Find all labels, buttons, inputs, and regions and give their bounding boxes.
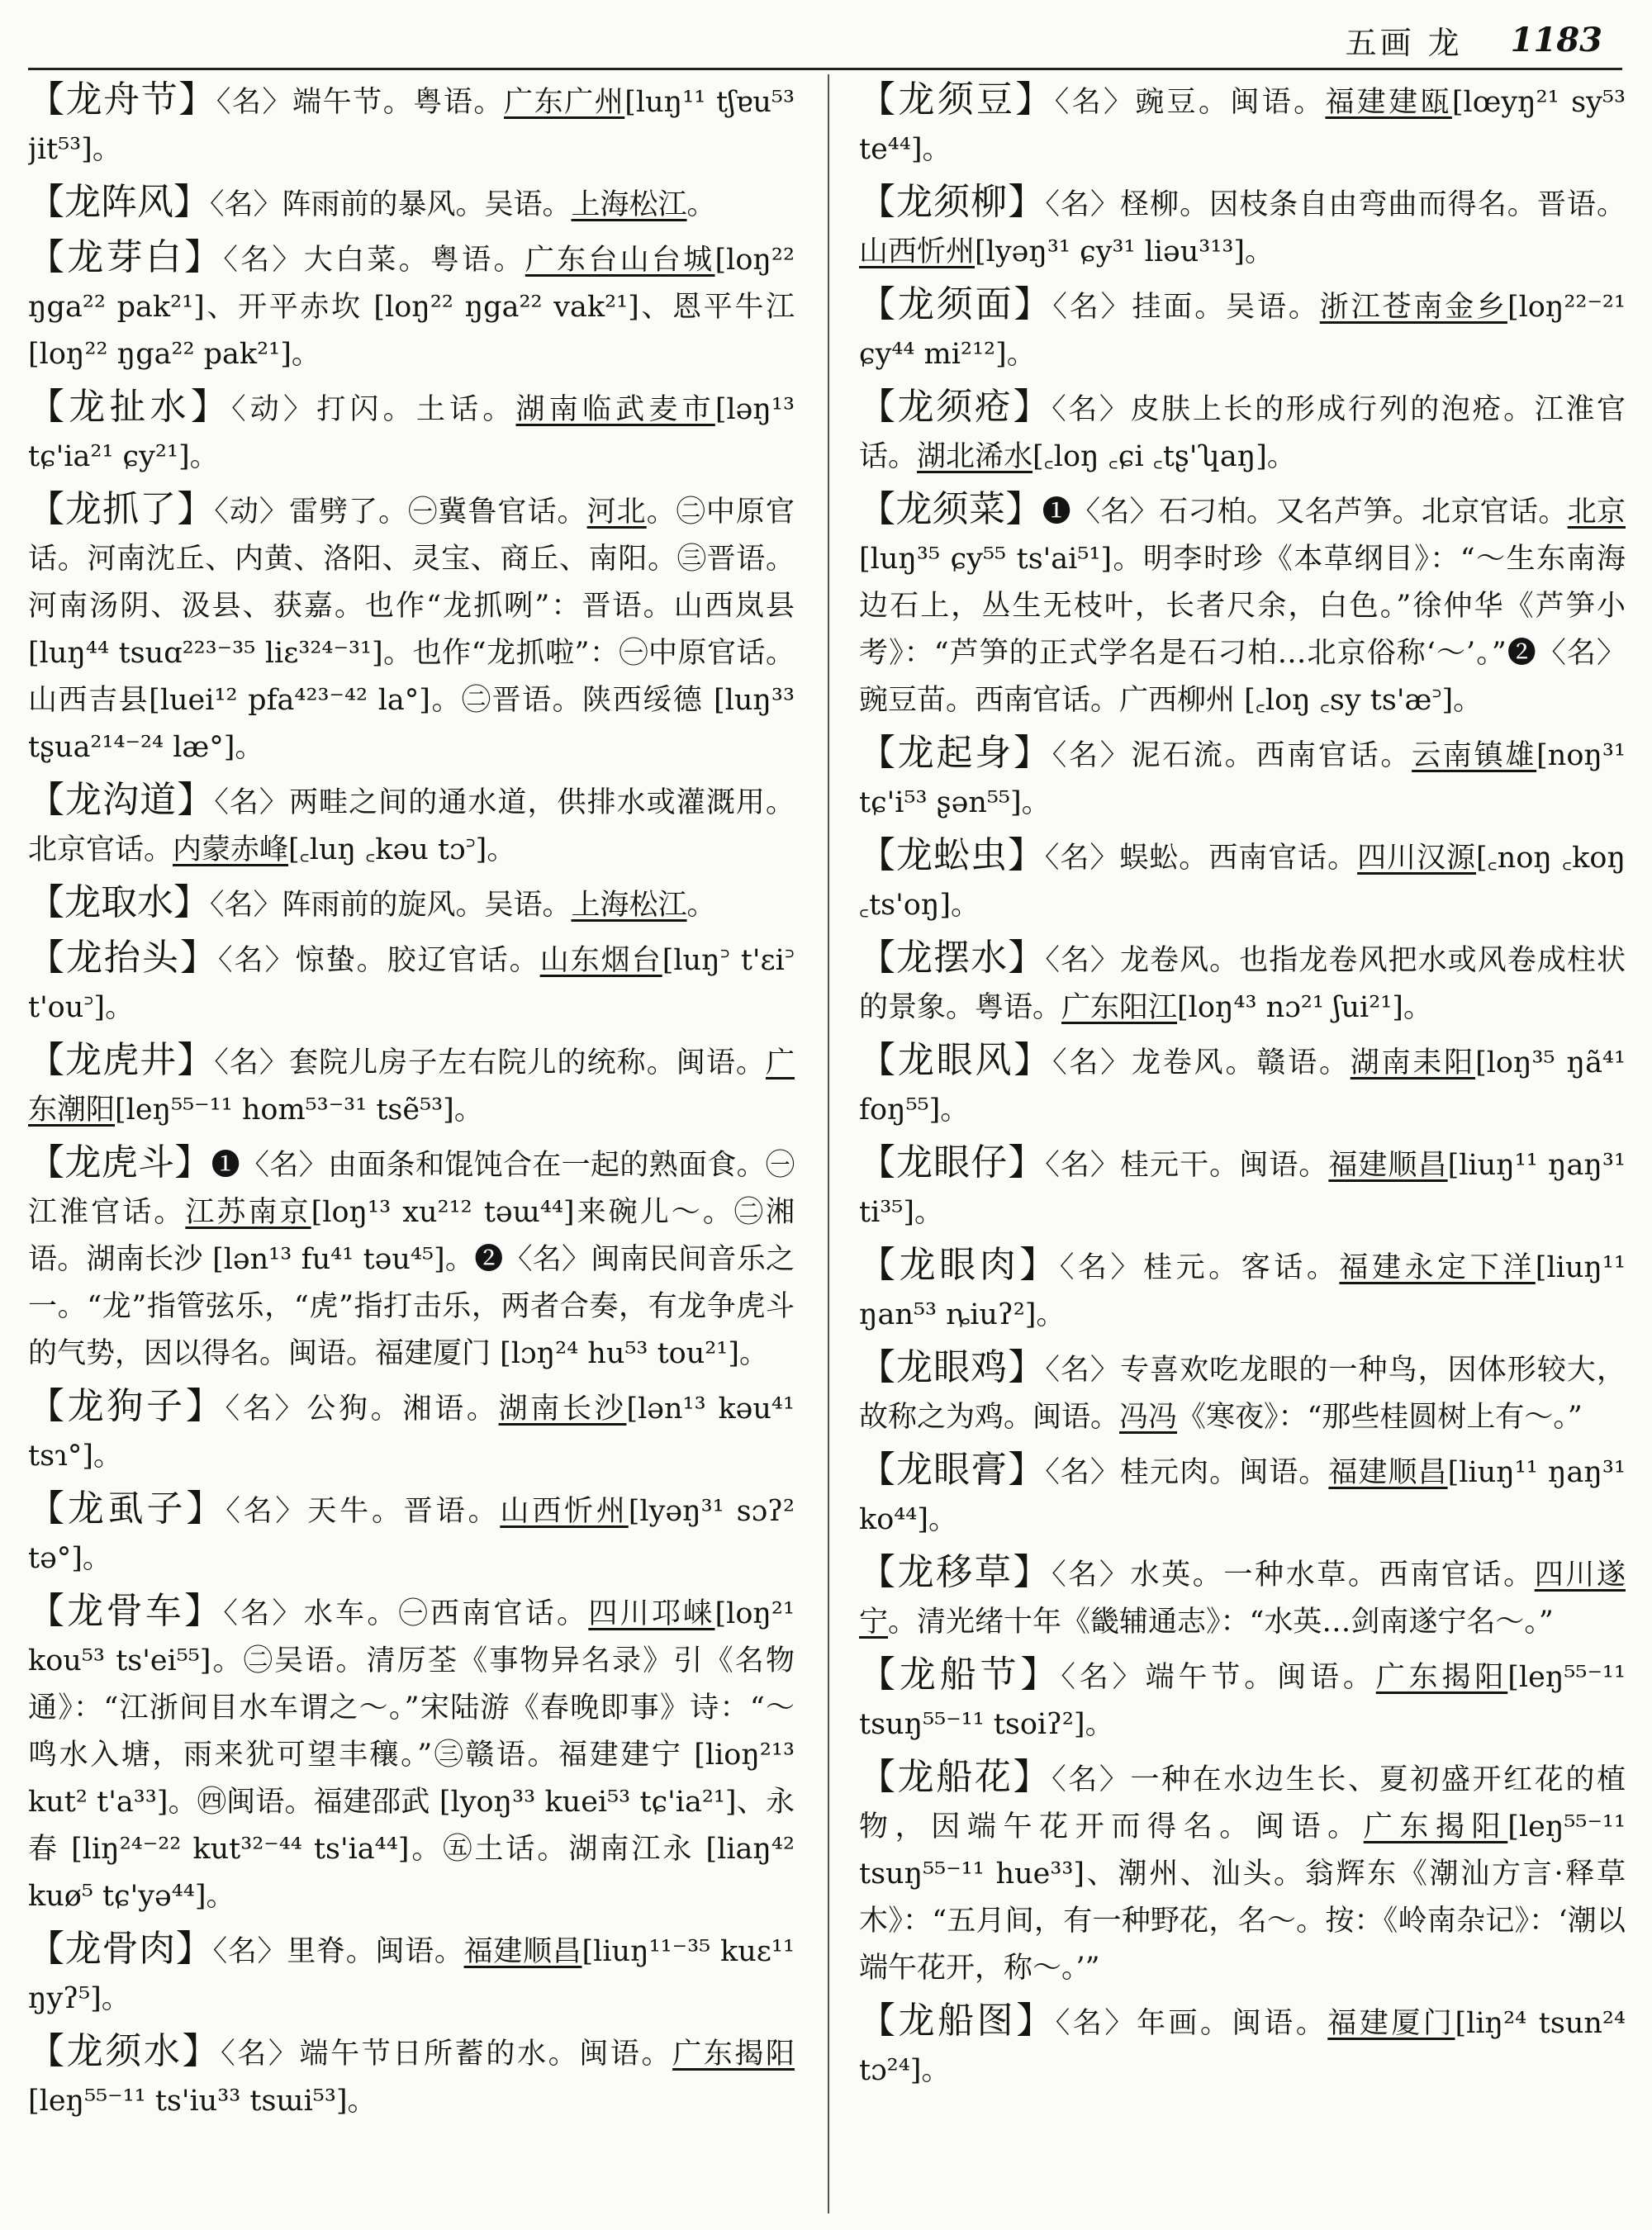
pronunciation-text: [liuŋ¹¹ ŋaŋ³¹ ko⁴⁴]。: [859, 1456, 1626, 1536]
headword: 【龙骨车】: [28, 1590, 224, 1632]
pronunciation-text: [noŋ³¹ tɕ'i⁵³ ʂən⁵⁵]。: [859, 739, 1626, 819]
headword: 【龙舟节】: [28, 78, 216, 121]
definition-text: 〈名〉阵雨前的旋风。吴语。: [210, 889, 572, 922]
dictionary-entry: [859, 934, 1626, 1032]
pronunciation-text: [lœyŋ²¹ sy⁵³ te⁴⁴]。: [859, 86, 1626, 166]
dictionary-entry: [859, 729, 1626, 827]
headword: 【龙取水】: [28, 881, 210, 923]
dictionary-entry: [859, 1139, 1626, 1236]
pronunciation-text: [loŋ²² ŋga²² pak²¹]、开平赤坎 [loŋ²² ŋga²² vak²¹]、恩平牛江 [loŋ²² ŋga²² pak²¹]。: [28, 244, 795, 371]
definition-text: 〈名〉桂元肉。闽语。: [1045, 1456, 1329, 1489]
pronunciation-text: [liuŋ¹¹ ŋaŋ³¹ ti³⁵]。: [859, 1149, 1626, 1229]
header-rule: [28, 68, 1622, 70]
dictionary-entry: [859, 1446, 1626, 1544]
place-name: 福建永定下洋: [1339, 1251, 1536, 1284]
headword: 【龙眼风】: [859, 1039, 1053, 1081]
section-heading: 五画 龙: [1345, 24, 1463, 61]
pronunciation-text: [leŋ⁵⁵⁻¹¹ ts'iu³³ tsɯi⁵³]。: [28, 2085, 377, 2118]
definition-text: 〈名〉阵雨前的暴风。吴语。: [210, 188, 572, 221]
dictionary-entry: [859, 1997, 1626, 2095]
definition-text: 〈名〉蜈蚣。西南官话。: [1044, 842, 1358, 875]
pronunciation-text: [꜀noŋ ꜀koŋ ꜀ts'oŋ]。: [859, 842, 1626, 922]
pronunciation-text: [loŋ²²⁻²¹ ɕy⁴⁴ mi²¹²]。: [859, 291, 1626, 371]
column-divider: [828, 74, 829, 2213]
dictionary-entry: [28, 2028, 795, 2125]
dictionary-entry: [859, 76, 1626, 173]
place-name: 福建顺昌: [1328, 1149, 1448, 1182]
definition-text: 〈名〉惊蛰。胶辽官话。: [218, 944, 540, 977]
pronunciation-text: [loŋ⁴³ nɔ²¹ ʃui²¹]。: [1177, 991, 1432, 1024]
definition-text: 〈名〉天牛。晋语。: [225, 1495, 501, 1528]
headword: 【龙眼鸡】: [859, 1346, 1046, 1388]
place-name: 冯冯: [1119, 1401, 1178, 1434]
dictionary-entry: [859, 383, 1626, 481]
pronunciation-text: [lyəŋ³¹ sɔʔ² tə°]。: [28, 1495, 795, 1575]
place-name: 四川汉源: [1357, 842, 1477, 875]
definition-text: 〈名〉桂元。客话。: [1059, 1251, 1340, 1284]
definition-text: 〈名〉水车。㊀西南官话。: [223, 1597, 589, 1630]
place-name: 山西忻州: [859, 235, 976, 268]
definition-text: 〈名〉桂元干。闽语。: [1045, 1149, 1329, 1182]
place-name: 福建建瓯: [1325, 86, 1452, 119]
headword: 【龙蚣虫】: [859, 834, 1045, 876]
headword: 【龙船节】: [859, 1654, 1061, 1696]
place-name: 湖北浠水: [917, 440, 1033, 473]
dictionary-entry: [859, 1549, 1626, 1646]
headword: 【龙移草】: [859, 1551, 1052, 1593]
headword: 【龙骨肉】: [28, 1928, 213, 1970]
place-name: 山西忻州: [500, 1495, 629, 1528]
definition-text: 〈名〉里脊。闽语。: [212, 1935, 464, 1968]
dictionary-entry: [859, 1037, 1626, 1134]
pronunciation-text: [loŋ¹³ xu²¹² təɯ⁴⁴]来碗儿～。㊁湘语。湖南长沙 [lən¹³ fu⁴¹ təu⁴⁵]。❷〈名〉闽南民间音乐之一。“龙”指管弦乐，“虎”指打击乐，两者合奏，有龙争虎斗的气势，因以得名。闽语。福建厦门 [lɔŋ²⁴ hu⁵³ tou²¹]。: [28, 1196, 795, 1370]
place-name: 福建顺昌: [463, 1935, 582, 1968]
place-name: 广东揭阳: [672, 2038, 795, 2071]
pronunciation-text: [luŋ꜄ t'ɛi꜄ t'ou꜄]。: [28, 944, 795, 1024]
definition-text: 〈名〉挂面。吴语。: [1052, 291, 1320, 324]
place-name: 湖南耒阳: [1350, 1046, 1476, 1079]
pronunciation-text: [luŋ¹¹ tʃɐu⁵³ jit⁵³]。: [28, 86, 795, 166]
headword: 【龙眼仔】: [859, 1141, 1046, 1184]
dictionary-entry: [859, 281, 1626, 378]
dictionary-entry: [28, 934, 795, 1032]
pronunciation-text: [lyəŋ³¹ ɕy³¹ liəu³¹³]。: [975, 235, 1275, 268]
pronunciation-text: [luŋ³⁵ ɕy⁵⁵ ts'ai⁵¹]。明李时珍《本草纲目》：“～生东南海边石上，丛生无枝叶，长者尺余，白色。”徐仲华《芦笋小考》：“芦笋的正式学名是石刁柏…北京俗称‘～’。”❷〈名〉豌豆苗。西南官话。广西柳州 [꜀loŋ ꜀sy ts'æ꜄]。: [859, 543, 1626, 717]
headword: 【龙须豆】: [859, 78, 1055, 121]
dictionary-entry: [28, 486, 795, 771]
dictionary-entry: [859, 486, 1626, 724]
place-name: 广东阳江: [1061, 991, 1178, 1024]
place-name: 北京: [1567, 496, 1626, 529]
dictionary-entry: [28, 178, 795, 229]
right-column: [859, 76, 1626, 2215]
headword: 【龙起身】: [859, 732, 1052, 774]
headword: 【龙狗子】: [28, 1385, 225, 1427]
headword: 【龙抓了】: [28, 488, 215, 530]
pronunciation-text: [leŋ⁵⁵⁻¹¹ hom⁵³⁻³¹ tsẽ⁵³]。: [115, 1094, 483, 1127]
place-name: 湖南临武麦市: [515, 393, 715, 426]
place-name: 江苏南京: [185, 1196, 311, 1229]
dictionary-entry: [859, 1344, 1626, 1441]
place-name: 广东揭阳: [1375, 1661, 1508, 1694]
dictionary-entry: [28, 76, 795, 173]
definition-text: 〈名〉泥石流。西南官话。: [1051, 739, 1412, 772]
place-name: 四川遂宁: [859, 1559, 1626, 1639]
definition-text: 〈动〉打闪。土话。: [231, 393, 516, 426]
definition-text: 〈名〉端午节。粤语。: [216, 86, 504, 119]
place-name: 浙江苍南金乡: [1319, 291, 1507, 324]
left-column: [28, 76, 795, 2215]
headword: 【龙船图】: [859, 2000, 1056, 2042]
dictionary-entry: [28, 1139, 795, 1378]
headword: 【龙眼肉】: [859, 1244, 1060, 1286]
place-name: 广东揭阳: [1363, 1810, 1508, 1843]
headword: 【龙须水】: [28, 2030, 221, 2072]
definition-text: 〈名〉豌豆。闽语。: [1054, 86, 1326, 119]
place-name: 云南镇雄: [1412, 739, 1537, 772]
headword: 【龙须疮】: [859, 386, 1052, 428]
dictionary-entry: [28, 1587, 795, 1920]
headword: 【龙扯水】: [28, 386, 232, 428]
place-name: 湖南长沙: [498, 1393, 627, 1426]
pronunciation-text: [loŋ³⁵ ŋã⁴¹ foŋ⁵⁵]。: [859, 1046, 1626, 1127]
headword: 【龙摆水】: [859, 937, 1046, 979]
headword: 【龙须菜】: [859, 488, 1042, 530]
definition-text: 〈名〉一种在水边生长、夏初盛开红花的植物，因端午花开而得名。闽语。: [859, 1763, 1626, 1843]
dictionary-entry: [28, 879, 795, 929]
dictionary-entry: [859, 832, 1626, 929]
dictionary-entry: [28, 1383, 795, 1480]
dictionary-entry: [28, 776, 795, 874]
place-name: 福建厦门: [1327, 2007, 1455, 2040]
definition-text: 〈名〉专喜欢吃龙眼的一种鸟，因体形较大，故称之为鸡。闽语。: [859, 1354, 1626, 1434]
headword: 【龙虱子】: [28, 1487, 226, 1530]
pronunciation-text: [꜀luŋ ꜀kəu tɔ꜄]。: [288, 833, 516, 866]
definition-text: 〈名〉端午节。闽语。: [1061, 1661, 1376, 1694]
pronunciation-text: [leŋ⁵⁵⁻¹¹ tsuŋ⁵⁵⁻¹¹ tsoiʔ²]。: [859, 1661, 1626, 1741]
place-name: 广东广州: [504, 86, 625, 119]
place-name: 河北: [586, 496, 647, 529]
headword: 【龙抬头】: [28, 937, 219, 979]
page-header: [1090, 15, 1602, 64]
definition-text: 〈名〉水英。一种水草。西南官话。: [1051, 1559, 1535, 1592]
headword: 【龙眼膏】: [859, 1449, 1046, 1491]
dictionary-entry: [859, 1651, 1626, 1748]
headword: 【龙阵风】: [28, 181, 210, 223]
place-name: 四川邛崃: [588, 1597, 715, 1630]
pronunciation-text: 。: [686, 188, 716, 221]
definition-text: 〈名〉龙卷风。赣语。: [1052, 1046, 1351, 1079]
headword: 【龙芽白】: [28, 236, 224, 278]
headword: 【龙沟道】: [28, 779, 215, 821]
dictionary-entry: [28, 1037, 795, 1134]
definition-text: 〈名〉套院儿房子左右院儿的统称。闽语。: [214, 1046, 766, 1079]
definition-text: 〈动〉雷劈了。㊀冀鲁官话。: [214, 496, 587, 529]
definition-text: 〈名〉皮肤上长的形成行列的泡疮。江淮官话。: [859, 393, 1626, 473]
definition-text: ❶〈名〉由面条和馄饨合在一起的熟面食。㊀江淮官话。: [28, 1149, 795, 1229]
pronunciation-text: [lən¹³ kəu⁴¹ tsɿ°]。: [28, 1393, 795, 1473]
pronunciation-text: 。: [686, 889, 716, 922]
headword: 【龙须面】: [859, 283, 1053, 325]
definition-text: 〈名〉端午节日所蓄的水。闽语。: [221, 2038, 673, 2071]
page-number: 1183: [1510, 20, 1602, 59]
dictionary-entry: [859, 1753, 1626, 1992]
headword: 【龙虎井】: [28, 1039, 215, 1081]
pronunciation-text: [liuŋ¹¹⁻³⁵ kuɛ¹¹ ŋyʔ⁵]。: [28, 1935, 795, 2015]
place-name: 广东潮阳: [28, 1046, 795, 1127]
dictionary-entry: [859, 178, 1626, 276]
definition-text: 〈名〉两畦之间的通水道，供排水或灌溉用。北京官话。: [28, 786, 795, 866]
place-name: 山东烟台: [539, 944, 662, 977]
pronunciation-text: 。清光绪十年《畿辅通志》：“水英…剑南遂宁名～。”: [888, 1606, 1554, 1639]
dictionary-entry: [28, 383, 795, 481]
dictionary-entry: [28, 1485, 795, 1582]
definition-text: 〈名〉龙卷风。也指龙卷风把水或风卷成柱状的景象。粤语。: [859, 944, 1626, 1024]
definition-text: ❶〈名〉石刁柏。又名芦笋。北京官话。: [1042, 496, 1568, 529]
pronunciation-text: [ləŋ¹³ tɕ'ia²¹ ɕy²¹]。: [28, 393, 795, 473]
pronunciation-text: [liuŋ¹¹ ŋan⁵³ ȵiuʔ²]。: [859, 1251, 1626, 1331]
dictionary-entry: [28, 1925, 795, 2023]
pronunciation-text: 《寒夜》：“那些桂圆树上有～。”: [1177, 1401, 1583, 1434]
place-name: 内蒙赤峰: [173, 833, 289, 866]
pronunciation-text: [꜀loŋ ꜀ɕi ꜀tʂ'ʮaŋ]。: [1032, 440, 1296, 473]
place-name: 上海松江: [571, 188, 687, 221]
definition-text: 〈名〉公狗。湘语。: [225, 1393, 499, 1426]
pronunciation-text: [liŋ²⁴ tsun²⁴ tɔ²⁴]。: [859, 2007, 1626, 2087]
definition-text: 〈名〉柽柳。因枝条自由弯曲而得名。晋语。: [1045, 188, 1626, 221]
dictionary-entry: [859, 1241, 1626, 1339]
pronunciation-text: [loŋ²¹ kou⁵³ ts'ei⁵⁵]。㊁吴语。清厉荃《事物异名录》引《名物通》：“江浙间目水车谓之～。”宋陆游《春晚即事》诗：“～鸣水入塘，雨来犹可望丰穰。”㊂赣语。福建建宁 [lioŋ²¹³ kut² t'a³³]。㊃闽语。福建邵武 [lyoŋ³³ kuei⁵³ tɕ'ia²¹]、永春 [liŋ²⁴⁻²² kut³²⁻⁴⁴ ts'ia⁴⁴]。㊄土话。湖南江永 [liaŋ⁴² kuø⁵ tɕ'yə⁴⁴]。: [28, 1597, 795, 1913]
place-name: 广东台山台城: [525, 244, 715, 277]
place-name: 上海松江: [571, 889, 687, 922]
pronunciation-text: [leŋ⁵⁵⁻¹¹ tsuŋ⁵⁵⁻¹¹ hue³³]、潮州、汕头。翁辉东《潮汕方言·释草木》：“五月间，有一种野花，名～。按：《岭南杂记》：‘潮以端午花开，称～。’”: [859, 1810, 1626, 1985]
place-name: 福建顺昌: [1328, 1456, 1448, 1489]
headword: 【龙船花】: [859, 1756, 1052, 1798]
definition-text: 〈名〉大白菜。粤语。: [223, 244, 525, 277]
definition-text: 〈名〉年画。闽语。: [1055, 2007, 1328, 2040]
dictionary-entry: [28, 234, 795, 378]
headword: 【龙须柳】: [859, 181, 1046, 223]
pronunciation-text: 。㊁中原官话。河南沈丘、内黄、洛阳、灵宝、商丘、南阳。㊂晋语。河南汤阴、汲县、获嘉。也作“龙抓咧”：晋语。山西岚县 [luŋ⁴⁴ tsuɑ²²³⁻³⁵ liɛ³²⁴⁻³¹]。也作“龙抓啦”：㊀中原官话。山西吉县[luei¹² pfa⁴²³⁻⁴² la°]。㊁晋语。陕西绥德 [luŋ³³ tʂua²¹⁴⁻²⁴ læ°]。: [28, 496, 795, 764]
headword: 【龙虎斗】: [28, 1141, 211, 1184]
